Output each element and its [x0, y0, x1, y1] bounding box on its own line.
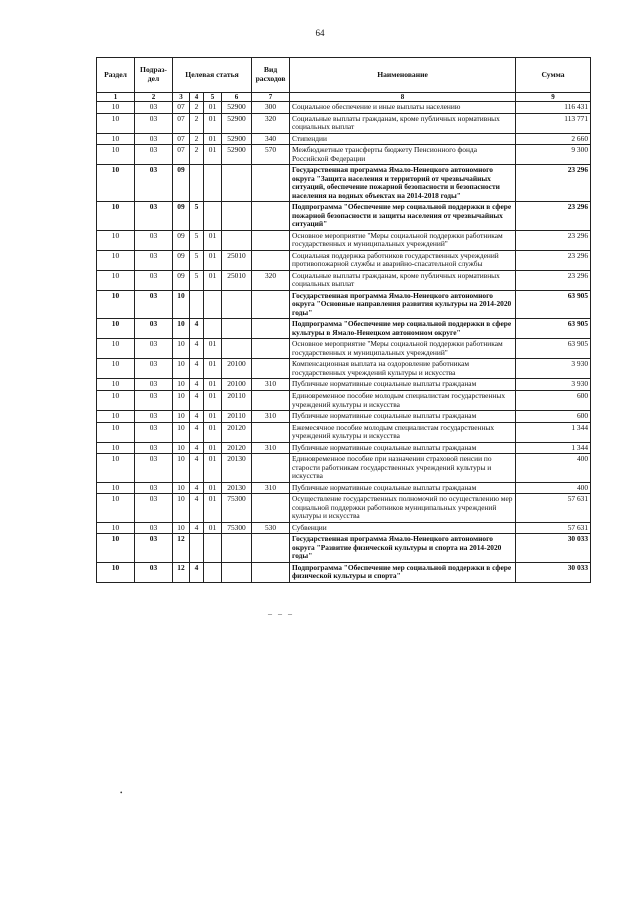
cell-sum: 23 296 [516, 230, 591, 250]
page-number: 64 [315, 28, 325, 38]
cell-name: Публичные нормативные социальные выплаты гражданам [290, 442, 516, 454]
cell-section: 10 [97, 230, 135, 250]
cell-sum: 1 344 [516, 442, 591, 454]
cell-section: 10 [97, 562, 135, 582]
cell-name: Осуществление государственных полномочий по осуществлению мер социальной поддержки работников муниципальных учреждений культуры и искусства [290, 494, 516, 523]
table-row [97, 391, 591, 411]
cell-name: Подпрограмма "Обеспечение мер социальной поддержки в сфере пожарной безопасности и защиты населения от чрезвычайных ситуаций" [290, 202, 516, 231]
cell-subprogram [190, 290, 204, 319]
cell-name: Публичные нормативные социальные выплаты гражданам [290, 379, 516, 391]
column-number: 7 [252, 93, 290, 102]
cell-sum: 30 033 [516, 534, 591, 563]
cell-name: Подпрограмма "Обеспечение мер социальной поддержки в сфере культуры в Ямало-Ненецком автономном округе" [290, 319, 516, 339]
cell-sum: 2 660 [516, 133, 591, 145]
cell-name: Межбюджетные трансферты бюджету Пенсионного фонда Российской Федерации [290, 145, 516, 165]
table-row [97, 454, 591, 483]
cell-sum: 9 300 [516, 145, 591, 165]
cell-activity: 01 [204, 482, 222, 494]
cell-activity [204, 165, 222, 202]
cell-program: 09 [173, 230, 190, 250]
cell-program: 10 [173, 482, 190, 494]
cell-expense-type: 310 [252, 379, 290, 391]
cell-direction [222, 562, 252, 582]
cell-activity [204, 202, 222, 231]
cell-program: 10 [173, 454, 190, 483]
cell-sum: 400 [516, 482, 591, 494]
cell-subsection: 03 [135, 454, 173, 483]
cell-direction [222, 165, 252, 202]
cell-subprogram: 2 [190, 113, 204, 133]
cell-program: 07 [173, 145, 190, 165]
cell-program: 09 [173, 202, 190, 231]
cell-subsection: 03 [135, 145, 173, 165]
cell-name: Стипендии [290, 133, 516, 145]
cell-section: 10 [97, 391, 135, 411]
cell-sum: 23 296 [516, 202, 591, 231]
cell-expense-type [252, 562, 290, 582]
cell-expense-type: 320 [252, 270, 290, 290]
cell-subsection: 03 [135, 494, 173, 523]
scan-speck: • [120, 789, 123, 797]
cell-direction: 20110 [222, 411, 252, 423]
cell-activity [204, 534, 222, 563]
cell-subprogram [190, 534, 204, 563]
cell-subprogram: 4 [190, 482, 204, 494]
cell-subsection: 03 [135, 442, 173, 454]
cell-expense-type [252, 290, 290, 319]
cell-section: 10 [97, 454, 135, 483]
cell-sum: 63 905 [516, 339, 591, 359]
cell-expense-type [252, 250, 290, 270]
cell-activity: 01 [204, 270, 222, 290]
cell-subprogram: 5 [190, 202, 204, 231]
cell-program: 12 [173, 534, 190, 563]
cell-subprogram: 4 [190, 319, 204, 339]
cell-direction: 52900 [222, 145, 252, 165]
cell-name: Субвенции [290, 522, 516, 534]
cell-sum: 23 296 [516, 165, 591, 202]
cell-sum: 116 431 [516, 102, 591, 114]
header-expense-type: Вид расходов [252, 58, 290, 93]
cell-direction: 20130 [222, 454, 252, 483]
cell-activity: 01 [204, 454, 222, 483]
cell-direction: 25010 [222, 270, 252, 290]
cell-program: 10 [173, 290, 190, 319]
cell-subsection: 03 [135, 250, 173, 270]
cell-expense-type [252, 339, 290, 359]
cell-section: 10 [97, 270, 135, 290]
cell-sum: 57 631 [516, 522, 591, 534]
cell-section: 10 [97, 442, 135, 454]
cell-direction: 75300 [222, 522, 252, 534]
cell-subsection: 03 [135, 482, 173, 494]
cell-program: 07 [173, 133, 190, 145]
cell-name: Основное мероприятие "Меры социальной поддержки работникам государственных и муниципальных учреждений" [290, 339, 516, 359]
cell-direction: 20120 [222, 422, 252, 442]
cell-expense-type [252, 391, 290, 411]
cell-sum: 57 631 [516, 494, 591, 523]
cell-program: 12 [173, 562, 190, 582]
table-row [97, 133, 591, 145]
cell-subsection: 03 [135, 165, 173, 202]
cell-subsection: 03 [135, 113, 173, 133]
cell-name: Компенсационная выплата на оздоровление работникам государственных учреждений культуры и искусства [290, 359, 516, 379]
cell-subsection: 03 [135, 522, 173, 534]
cell-program: 10 [173, 411, 190, 423]
cell-sum: 63 905 [516, 319, 591, 339]
cell-program: 10 [173, 319, 190, 339]
cell-activity: 01 [204, 442, 222, 454]
cell-sum: 30 033 [516, 562, 591, 582]
cell-direction: 20130 [222, 482, 252, 494]
cell-expense-type [252, 202, 290, 231]
cell-activity: 01 [204, 133, 222, 145]
cell-activity: 01 [204, 339, 222, 359]
cell-name: Основное мероприятие "Меры социальной поддержки работникам государственных и муниципальных учреждений" [290, 230, 516, 250]
cell-program: 10 [173, 494, 190, 523]
table-body [97, 102, 591, 583]
cell-section: 10 [97, 202, 135, 231]
table-row [97, 250, 591, 270]
cell-activity: 01 [204, 494, 222, 523]
cell-expense-type [252, 422, 290, 442]
cell-section: 10 [97, 339, 135, 359]
cell-name: Государственная программа Ямало-Ненецкого автономного округа "Развитие физической культуры и спорта на 2014-2020 годы" [290, 534, 516, 563]
cell-activity: 01 [204, 359, 222, 379]
table-row [97, 494, 591, 523]
cell-activity: 01 [204, 522, 222, 534]
table-row [97, 422, 591, 442]
cell-direction [222, 339, 252, 359]
cell-section: 10 [97, 359, 135, 379]
cell-section: 10 [97, 250, 135, 270]
cell-subsection: 03 [135, 102, 173, 114]
cell-name: Публичные нормативные социальные выплаты гражданам [290, 411, 516, 423]
cell-subprogram: 4 [190, 391, 204, 411]
cell-subprogram: 5 [190, 230, 204, 250]
cell-sum: 23 296 [516, 270, 591, 290]
header-subsection: Подраз-дел [135, 58, 173, 93]
table-row [97, 202, 591, 231]
cell-subsection: 03 [135, 230, 173, 250]
cell-subsection: 03 [135, 339, 173, 359]
cell-subprogram: 4 [190, 494, 204, 523]
column-number: 3 [173, 93, 190, 102]
cell-expense-type: 310 [252, 411, 290, 423]
cell-name: Единовременное пособие при назначении страховой пенсии по старости работникам государственных учреждений культуры и искусства [290, 454, 516, 483]
cell-name: Социальные выплаты гражданам, кроме публичных нормативных социальных выплат [290, 113, 516, 133]
cell-section: 10 [97, 422, 135, 442]
cell-sum: 600 [516, 411, 591, 423]
cell-section: 10 [97, 133, 135, 145]
table-row [97, 230, 591, 250]
cell-program: 09 [173, 165, 190, 202]
cell-expense-type [252, 494, 290, 523]
cell-subprogram: 4 [190, 379, 204, 391]
header-row [97, 58, 591, 93]
table-row [97, 379, 591, 391]
table-row [97, 442, 591, 454]
table-row [97, 359, 591, 379]
cell-section: 10 [97, 145, 135, 165]
cell-program: 10 [173, 379, 190, 391]
cell-name: Ежемесячное пособие молодым специалистам государственных учреждений культуры и искусства [290, 422, 516, 442]
cell-name: Социальная поддержка работников государственных учреждений противопожарной службы и аварийно-спасательной службы [290, 250, 516, 270]
table-row [97, 339, 591, 359]
cell-expense-type: 310 [252, 442, 290, 454]
cell-program: 09 [173, 250, 190, 270]
cell-subprogram: 5 [190, 270, 204, 290]
cell-direction: 20110 [222, 391, 252, 411]
cell-activity: 01 [204, 145, 222, 165]
cell-expense-type: 300 [252, 102, 290, 114]
cell-subsection: 03 [135, 562, 173, 582]
cell-program: 09 [173, 270, 190, 290]
cell-subsection: 03 [135, 422, 173, 442]
cell-sum: 1 344 [516, 422, 591, 442]
table-row [97, 562, 591, 582]
cell-section: 10 [97, 494, 135, 523]
column-number-row [97, 93, 591, 102]
column-number: 4 [190, 93, 204, 102]
cell-activity: 01 [204, 113, 222, 133]
cell-subprogram: 2 [190, 133, 204, 145]
cell-direction [222, 230, 252, 250]
cell-direction [222, 290, 252, 319]
header-sum: Сумма [516, 58, 591, 93]
cell-subprogram: 4 [190, 522, 204, 534]
cell-subprogram: 4 [190, 339, 204, 359]
cell-activity: 01 [204, 391, 222, 411]
cell-program: 10 [173, 522, 190, 534]
table-row [97, 319, 591, 339]
cell-program: 07 [173, 102, 190, 114]
cell-section: 10 [97, 379, 135, 391]
cell-activity [204, 290, 222, 319]
cell-subprogram: 4 [190, 422, 204, 442]
cell-section: 10 [97, 113, 135, 133]
budget-table [96, 57, 591, 583]
column-number: 5 [204, 93, 222, 102]
cell-name: Социальное обеспечение и иные выплаты населению [290, 102, 516, 114]
cell-direction: 52900 [222, 133, 252, 145]
cell-sum: 3 930 [516, 359, 591, 379]
cell-program: 10 [173, 422, 190, 442]
cell-sum: 23 296 [516, 250, 591, 270]
cell-section: 10 [97, 482, 135, 494]
cell-subprogram: 4 [190, 562, 204, 582]
cell-direction [222, 534, 252, 563]
cell-direction [222, 202, 252, 231]
cell-section: 10 [97, 522, 135, 534]
cell-sum: 63 905 [516, 290, 591, 319]
cell-subsection: 03 [135, 411, 173, 423]
cell-section: 10 [97, 102, 135, 114]
cell-activity: 01 [204, 422, 222, 442]
table-row [97, 290, 591, 319]
table-row [97, 411, 591, 423]
header-target-article: Целевая статья [173, 58, 252, 93]
header-name: Наименование [290, 58, 516, 93]
cell-name: Подпрограмма "Обеспечение мер социальной поддержки в сфере физической культуры и спорта" [290, 562, 516, 582]
header-section: Раздел [97, 58, 135, 93]
cell-name: Единовременное пособие молодым специалистам государственных учреждений культуры и искусства [290, 391, 516, 411]
cell-activity: 01 [204, 250, 222, 270]
cell-program: 10 [173, 339, 190, 359]
cell-program: 10 [173, 442, 190, 454]
cell-program: 10 [173, 391, 190, 411]
cell-subsection: 03 [135, 270, 173, 290]
table-row [97, 270, 591, 290]
cell-program: 10 [173, 359, 190, 379]
cell-subsection: 03 [135, 202, 173, 231]
table-row [97, 145, 591, 165]
cell-expense-type: 320 [252, 113, 290, 133]
cell-sum: 113 771 [516, 113, 591, 133]
table-row [97, 534, 591, 563]
cell-expense-type [252, 454, 290, 483]
cell-sum: 400 [516, 454, 591, 483]
cell-expense-type [252, 230, 290, 250]
cell-activity: 01 [204, 230, 222, 250]
cell-subsection: 03 [135, 359, 173, 379]
cell-subprogram: 5 [190, 250, 204, 270]
cell-subprogram: 4 [190, 442, 204, 454]
table-row [97, 102, 591, 114]
cell-activity [204, 319, 222, 339]
cell-subsection: 03 [135, 133, 173, 145]
table-row [97, 165, 591, 202]
cell-subsection: 03 [135, 391, 173, 411]
cell-name: Публичные нормативные социальные выплаты гражданам [290, 482, 516, 494]
cell-direction: 52900 [222, 102, 252, 114]
dash-mark: – – – [268, 609, 294, 618]
column-number: 8 [290, 93, 516, 102]
cell-subprogram: 4 [190, 454, 204, 483]
table-row [97, 482, 591, 494]
cell-activity [204, 562, 222, 582]
column-number: 2 [135, 93, 173, 102]
cell-subprogram: 4 [190, 411, 204, 423]
cell-activity: 01 [204, 102, 222, 114]
cell-name: Государственная программа Ямало-Ненецкого автономного округа "Основные направления развития культуры на 2014-2020 годы" [290, 290, 516, 319]
cell-section: 10 [97, 290, 135, 319]
table-row [97, 113, 591, 133]
cell-expense-type: 530 [252, 522, 290, 534]
cell-direction: 25010 [222, 250, 252, 270]
cell-activity: 01 [204, 411, 222, 423]
cell-section: 10 [97, 165, 135, 202]
cell-expense-type: 340 [252, 133, 290, 145]
cell-direction [222, 319, 252, 339]
cell-subsection: 03 [135, 379, 173, 391]
cell-subprogram: 2 [190, 102, 204, 114]
column-number: 6 [222, 93, 252, 102]
cell-direction: 20100 [222, 359, 252, 379]
cell-expense-type: 570 [252, 145, 290, 165]
cell-program: 07 [173, 113, 190, 133]
cell-subprogram: 4 [190, 359, 204, 379]
cell-section: 10 [97, 319, 135, 339]
cell-direction: 52900 [222, 113, 252, 133]
cell-subprogram [190, 165, 204, 202]
column-number: 1 [97, 93, 135, 102]
cell-direction: 20120 [222, 442, 252, 454]
cell-expense-type [252, 165, 290, 202]
cell-direction: 20100 [222, 379, 252, 391]
cell-expense-type: 310 [252, 482, 290, 494]
cell-direction: 75300 [222, 494, 252, 523]
cell-sum: 3 930 [516, 379, 591, 391]
cell-expense-type [252, 319, 290, 339]
column-number: 9 [516, 93, 591, 102]
cell-name: Государственная программа Ямало-Ненецкого автономного округа "Защита населения и территорий от чрезвычайных ситуаций, обеспечение пожарной безопасности и безопасности населения на водных объектах на 2014-2018 годы" [290, 165, 516, 202]
cell-section: 10 [97, 411, 135, 423]
cell-subsection: 03 [135, 534, 173, 563]
cell-sum: 600 [516, 391, 591, 411]
cell-subsection: 03 [135, 290, 173, 319]
cell-expense-type [252, 534, 290, 563]
table-row [97, 522, 591, 534]
cell-name: Социальные выплаты гражданам, кроме публичных нормативных социальных выплат [290, 270, 516, 290]
cell-expense-type [252, 359, 290, 379]
cell-subprogram: 2 [190, 145, 204, 165]
cell-section: 10 [97, 534, 135, 563]
cell-activity: 01 [204, 379, 222, 391]
cell-subsection: 03 [135, 319, 173, 339]
